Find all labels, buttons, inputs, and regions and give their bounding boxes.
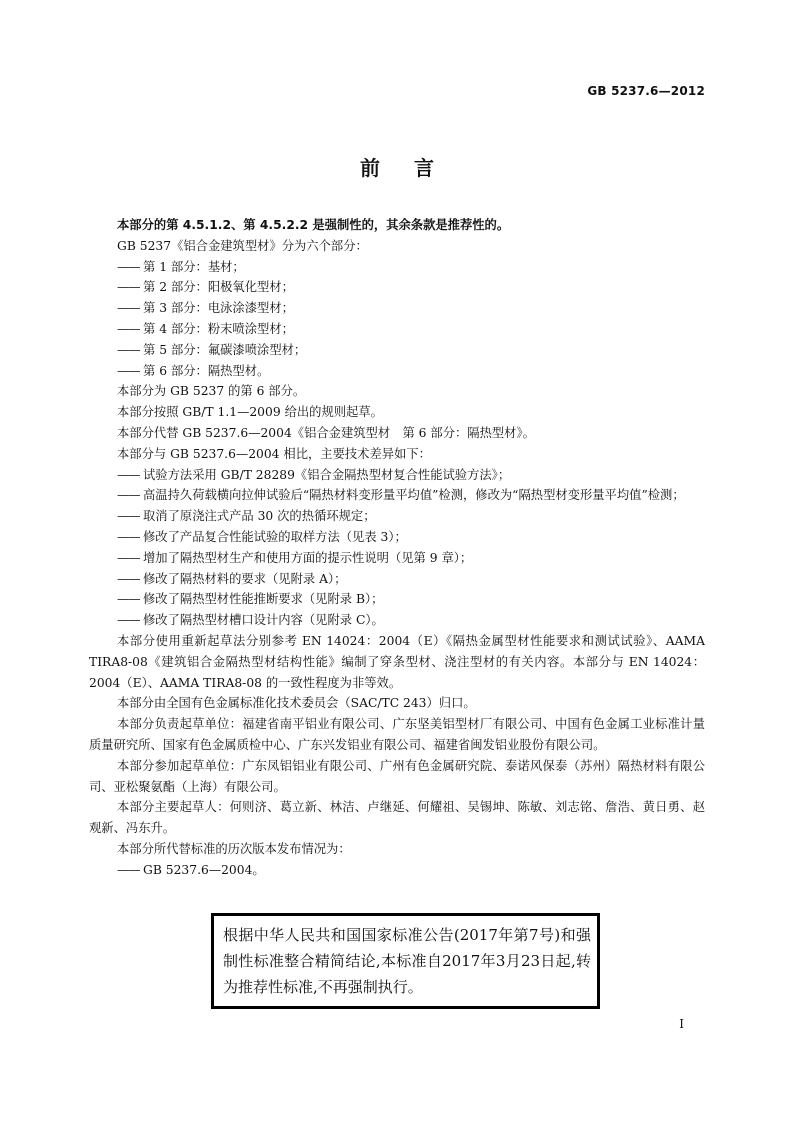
list-item-change-4: —— 修改了产品复合性能试验的取样方法（见表 3）； [117,529,407,544]
history-intro: 本部分所代替标准的历次版本发布情况为： [117,841,351,856]
list-item-change-5: —— 增加了隔热型材生产和使用方面的提示性说明（见第 9 章）； [117,550,473,565]
list-item-change-8: —— 修改了隔热型材槽口设计内容（见附录 C）。 [117,613,384,628]
list-item-part-2: —— 第 2 部分：阳极氧化型材； [117,280,294,295]
standard-code: GB 5237.6—2012 [587,84,705,98]
committee-paragraph: 本部分由全国有色金属标准化技术委员会（SAC/TC 243）归口。 [117,696,476,711]
drafters-paragraph: 本部分主要起草人：何则济、葛立新、林洁、卢继延、何耀祖、吴锡坤、陈敏、刘志铭、詹浩、黄日勇、赵观新、冯东升。 [89,800,705,836]
notice-box: 根据中华人民共和国国家标准公告(2017年第7号)和强制性标准整合精简结论,本标准自2017年3月23日起,转为推荐性标准,不再强制执行。 [211,913,600,1009]
list-item-part-4: —— 第 4 部分：粉末喷涂型材； [117,321,294,336]
list-item-change-2: —— 高温持久荷载横向拉伸试验后“隔热材料变形量平均值”检测，修改为“隔热型材变形量平均值”检测； [117,488,685,503]
changes-intro: 本部分与 GB 5237.6—2004 相比，主要技术差异如下： [117,446,431,461]
part-of-statement: 本部分为 GB 5237 的第 6 部分。 [117,384,306,399]
list-item-change-7: —— 修改了隔热型材性能推断要求（见附录 B）； [117,592,384,607]
replaces-statement: 本部分代替 GB 5237.6—2004《铝合金建筑型材 第 6 部分：隔热型材》。 [117,425,535,440]
list-item-part-3: —— 第 3 部分：电泳涂漆型材； [117,301,294,316]
responsible-units-paragraph: 本部分负责起草单位：福建省南平铝业有限公司、广东坚美铝型材厂有限公司、中国有色金属工业标准计量质量研究所、国家有色金属质检中心、广东兴发铝业有限公司、福建省闽发铝业股份有限公司。 [89,717,705,752]
mandatory-note: 本部分的第 4.5.1.2、第 4.5.2.2 是强制性的，其余条款是推荐性的。 [117,218,510,232]
list-item-part-6: —— 第 6 部分：隔热型材。 [117,363,270,378]
list-item-history-1: —— GB 5237.6—2004。 [117,862,265,877]
page-number: I [679,1017,684,1031]
foreword-body [89,215,705,881]
list-item-change-3: —— 取消了原浇注式产品 30 次的热循环规定； [117,509,376,524]
page-title: 前言 [360,156,468,180]
list-item-change-1: —— 试验方法采用 GB/T 28289《铝合金隔热型材复合性能试验方法》； [117,467,511,482]
list-item-change-6: —— 修改了隔热材料的要求（见附录 A）； [117,571,347,586]
list-item-part-1: —— 第 1 部分：基材； [117,259,245,274]
drafting-rule: 本部分按照 GB/T 1.1—2009 给出的规则起草。 [117,405,383,420]
list-item-part-5: —— 第 5 部分：氟碳漆喷涂型材； [117,342,307,357]
references-paragraph: 本部分使用重新起草法分别参考 EN 14024：2004（E）《隔热金属型材性能要求和测试试验》、AAMA TIRA8-08《建筑铝合金隔热型材结构性能》编制了穿条型材、浇注型材的有关内容。本部分与 EN 14024：2004（E）、AAMA TIRA8-08 的一致性程度为非等效。 [89,633,705,690]
parts-intro: GB 5237《铝合金建筑型材》分为六个部分： [117,238,368,253]
participating-units-paragraph: 本部分参加起草单位：广东凤铝铝业有限公司、广州有色金属研究院、泰诺风保泰（苏州）隔热材料有限公司、亚松聚氨酯（上海）有限公司。 [89,758,705,794]
